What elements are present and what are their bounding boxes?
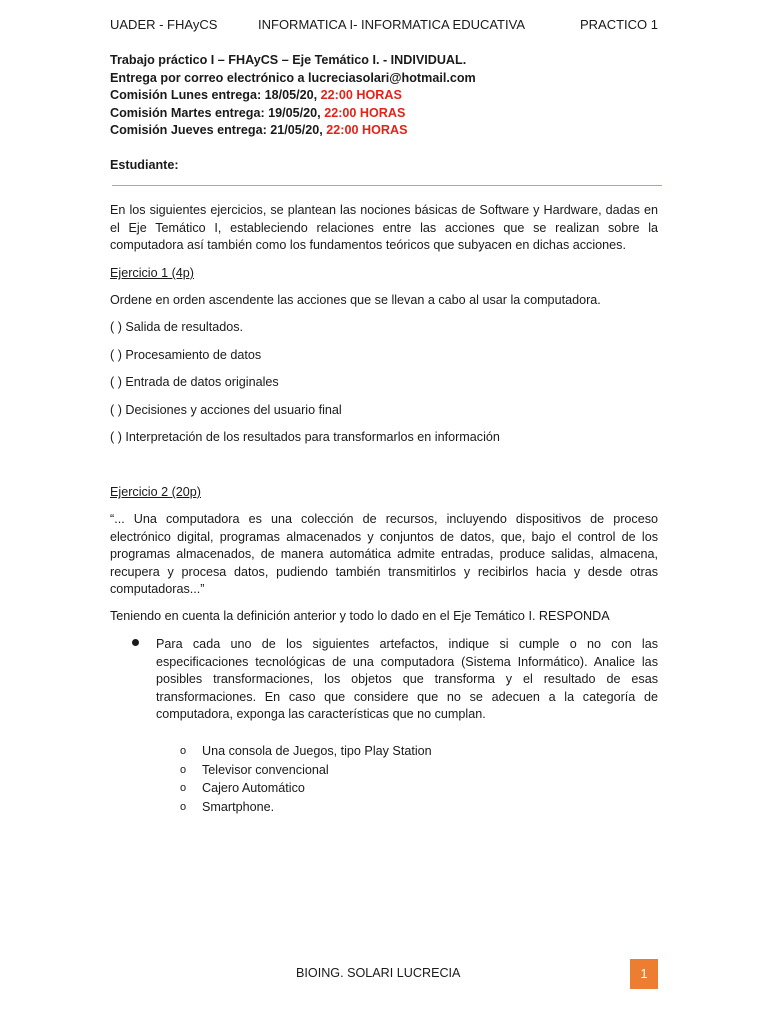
exercise-1-instruction: Ordene en orden ascendente las acciones que se llevan a cabo al usar la computadora.: [110, 293, 601, 307]
thursday-time: 22:00 HORAS: [326, 123, 408, 138]
exercise-1-title: Ejercicio 1 (4p): [110, 266, 194, 280]
artifact-label: Una consola de Juegos, tipo Play Station: [202, 744, 432, 758]
option-item: ( ) Salida de resultados.: [110, 320, 244, 334]
circle-bullet-icon: o: [180, 800, 187, 813]
circle-bullet-icon: o: [180, 782, 187, 794]
option-item: ( ) Entrada de datos originales: [110, 375, 279, 389]
intro-paragraph: En los siguientes ejercicios, se plantean las nociones básicas de Software y Hardware, dadas en el Eje Temático I, estableciendo relaciones entre las acciones que se realizan sobre la computadora así también como los fundamentos teóricos que subyacen en dichas acciones.: [110, 203, 658, 253]
info-tuesday: [110, 105, 476, 123]
artifact-list: [180, 742, 432, 816]
option-item: ( ) Decisiones y acciones del usuario final: [110, 403, 342, 417]
list-item: [180, 742, 432, 761]
page-header: [110, 17, 658, 35]
info-title: Trabajo práctico I – FHAyCS – Eje Temático I. - INDIVIDUAL.: [110, 53, 467, 67]
page-number-badge: 1: [630, 959, 658, 989]
computer-definition-quote: “... Una computadora es una colección de recursos, incluyendo dispositivos de proceso electrónico digital, programas almacenados y conjuntos de datos, que, bajo el control de los programas almacenados, de manera automática admite entradas, produce salidas, almacena, recupera y procesa datos, pudiendo también transmitirlos y recibirlos hacia y desde otras computadoras...”: [110, 512, 658, 597]
circle-bullet-icon: o: [180, 745, 187, 757]
info-monday: [110, 87, 476, 105]
student-label: Estudiante:: [110, 158, 179, 172]
option-item: ( ) Interpretación de los resultados para transformarlos en información: [110, 430, 500, 444]
monday-time: 22:00 HORAS: [320, 88, 402, 103]
exercise-2-title: Ejercicio 2 (20p): [110, 485, 201, 499]
info-email: Entrega por correo electrónico a lucreciasolari@hotmail.com: [110, 70, 476, 85]
student-name-line: [112, 185, 662, 186]
artifact-label: Cajero Automático: [202, 781, 305, 795]
assignment-info: [110, 52, 476, 140]
header-right: PRACTICO 1: [579, 17, 658, 32]
header-center: INFORMATICA I- INFORMATICA EDUCATIVA: [258, 17, 525, 32]
thursday-date: Comisión Jueves entrega: 21/05/20,: [110, 123, 327, 138]
list-item: [180, 779, 432, 798]
list-item: [180, 798, 432, 817]
circle-bullet-icon: o: [180, 763, 187, 776]
tuesday-time: 22:00 HORAS: [324, 105, 406, 120]
artifact-label: Televisor convencional: [202, 762, 329, 777]
footer-author: BIOING. SOLARI LUCRECIA: [296, 966, 461, 980]
info-thursday: [110, 122, 476, 140]
option-item: ( ) Procesamiento de datos: [110, 348, 262, 362]
artifact-label: Smartphone.: [202, 799, 275, 814]
header-left: UADER - FHAyCS: [110, 17, 218, 32]
monday-date: Comisión Lunes entrega: 18/05/20,: [110, 88, 321, 103]
respond-instruction: Teniendo en cuenta la definición anterior y todo lo dado en el Eje Temático I. RESPONDA: [110, 609, 610, 623]
bullet-icon: [132, 639, 139, 646]
list-item: [180, 761, 432, 780]
bullet-text: Para cada uno de los siguientes artefactos, indique si cumple o no con las especificaciones tecnológicas de una computadora (Sistema Informático). Analice las posibles transformaciones, los objetos que transforma y el resultado de esas transformaciones. En caso que considere que no se adecuen a la categoría de computadora, exponga las características que no cumplan.: [156, 637, 658, 722]
tuesday-date: Comisión Martes entrega: 19/05/20,: [110, 105, 325, 120]
